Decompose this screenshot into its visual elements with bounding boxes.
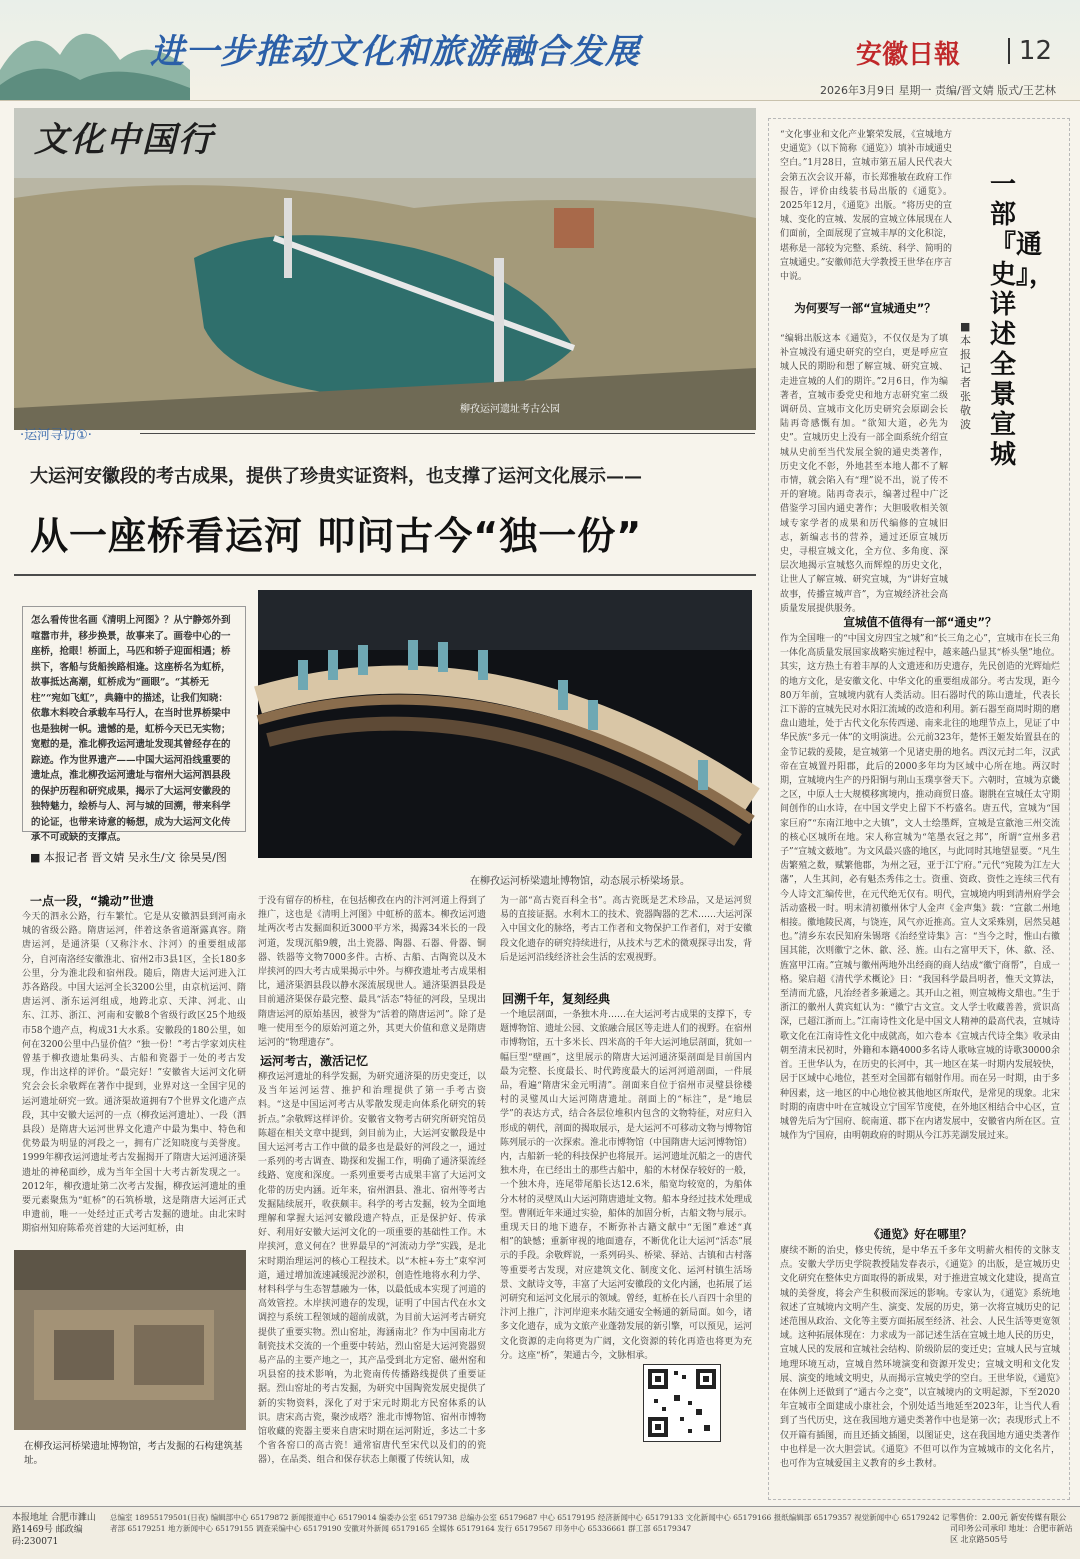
masthead-logo: 安徽日報 <box>855 40 960 70</box>
banner-title: 进一步推动文化和旅游融合发展 <box>150 32 640 72</box>
body-text: 一个地层剖面，一条独木舟……在大运河考古成果的支撑下，专题博物馆、遗址公园、文旅融合展区等走进人们的视野。在宿州市博物馆，五十多米长、四米高的千年大运河地层剖面，犹如一幅巨型“壁画”，这里展示的隋唐大运河通济渠剖面是目前国内最为完整、长度最长、时代跨度最大的运河河道剖面，一件展品，看遍“隋唐宋金元明清”。剖面来自位于宿州市灵璧县徐楼村的灵璧凤山大运河隋唐遗址。剖面上的“标注”，是“地层学”的表达方式，结合各层位堆积内包含的文物特征，对应归入形成的朝代，剖面的揭取展示，是大运河不可移动文物与博物馆陈列展示的一次探索。淮北市博物馆（中国隋唐大运河博物馆）内，古船新一轮的科技保护也将展开。运河遗址沉船之一的唐代独木舟，在已经出土的那些古船中，船的木材保存较好的一般，一个独木舟，连尾带尾船长达12.6米，船宽均较宽的，为船体分木材的灵壁凤山大运河隋唐遗址文物。船本身经过技术处理成型。曹刚近年来通过实验，船体的加固分析，古船文物与展示。重现天日的地下遗存，不断弥补古籍文献中“无图”难述“真相”的缺憾；重新审视的地面遗存，不断优化让大运河“活态”展示的手段。余敬辉说，一系列码头、桥梁、驿站、古镇和古村落等重要考古发现，对应建筑文化、制度文化、运河村镇生活场景、文献诗文等，丰富了大运河安徽段的文化内涵，也拓展了运河研究和运河文化展示的领域。曾经，虹桥在长八百四十余里的汴河上推广，汴河岸迎来水陆交通安全畅通的新局面。如今，诸多文化遗存，成为文旅产业蓬勃发展的新引擎，可以预见，运河文化资源的走向将更为广阔，文化资源的转化再造也将更为充分。这座“桥”，架通古今，文脉相承。 <box>500 1010 753 1361</box>
body-text <box>500 1364 638 1498</box>
body-text: 作为全国唯一的“中国文房四宝之城”和“长三角之心”，宣城市在长三角一体化高质量发展国家战略实施过程中，越来越凸显其“桥头堡”地位。其实，这方热土有着丰厚的人文遗迹和历史遗存，先民创造的光辉灿烂的地方文化，是安徽文化、中华文化的重要组成部分。考古发现，距今80万年前，宣城境内就有人类活动。旧石器时代的陈山遗址，代表长江下游的宣城先民对水阳江流域的改造和利用。新石器至商周时期的磨盘山遗址，处于古代文化东传西递、南来北往的地理节点上，见证了中华民族“多元一体”的文明演进。公元前323年，楚怀王姬发始置县在的金节记载的爰陵，是宣城第一个见诸史册的地名。西汉元封二年，汉武帝在宣城置丹阳郡，此后的2000多年均为区域中心所在地。两汉时期，宣城境内生产的丹阳铜与荆山玉璞享誉天下。六朝时，宣城为京畿之区，中原人士大规模移寓境内，推动商贸日盛。谢朓在宣城任太守期间创作的山水诗，在中国文学史上留下不朽盛名。唐五代，宣城为“国家巨府”“东南江地中之大镇”，文人士绘墨辉，宣城是宣歙池三州交流的核心区城所在地。宋人称宣城为“笔墨衣冠之邦”，所谓“宣州多君子”“宣城文薮地”。为文风最兴盛的地区，与此同时其地望显要。“凡生齿繁殖之数，赋繁他郡，为州之冠，亚于江宁府。”元代“宛陵为江左大藩”，人生其间，必有魁杰秀伟之士。资重、资政、资性之连续三代有今人诗文汇编传世，在元代绝无仅有。明代，宣城境内明到清州府学会活动盛极一时。明末清初徽州休宁人金声《金声集》载：“宣歙二州地相接。徽地陵民离，与饶连，风气亦近推高。宣人文采殊别，居然吴越也。”清乡东农民知府朱锡瑢《治经堂诗集》言：“当今之时，惟山右徽国其能，次则徽宁之休、歙、泾、旌。山右之富甲天下，休、歙、泾、旌富甲江南。”宣城与徽州两地外出经商的商人结成“徽宁商帮”，自成一格。梁启超《清代学术概论》日：“我国科学最昌明者，惟天文算法，至清而尤盛，凡治经者多兼通之。其开山之祖，则宣城梅文鼎也。”生于浙江的徽州人黄宾虹认为：“徽宁古文宣。文人学士收藏善善，赏识高深，已超江浙而上。”江南诗性文化是中国文人精神的最高代表，宣城诗歌文化在江南诗性文化中成就高，如六卷本《宣城古代诗全集》收录由朝至清末民初时，外籍和本籍4000多名诗人歌咏宣城的诗歌30000余首。王世华认为，在历史的长河中，其一地区在某一时期内发展较快，居于区域中心地位，甚至对全国都有辐射作用。而在另一时期，由于多种因素，这一地区的中心地位被其他地区所取代，是常见的现象。北宋时期的南唐中叶在宣城设立宁国军节度使，在外地区相结合中心区，宣城曾先后为宁国府、皖南道、郡下在内诸发展中，安徽省内所在区。宣城作为宁国府，由明朝政府的时期从今江苏芜湖发展过来。 <box>780 634 1060 1142</box>
bridge-photo <box>258 590 752 858</box>
qr-code[interactable] <box>643 1364 721 1442</box>
body-text: 赓续不断的治史，修史传统，是中华五千多年文明薪火相传的文脉支点。安徽大学历史学院教授陆发春表示，《通览》的出版，是宣城历史文化研究在整体史方面取得的新成果，对于推进宣城文化建设，提高宣城的美誉度，将会产生积极而深远的影响。专家认为，《通览》系统地叙述了宣城境内文明产生、演变、发展的历史，第一次将宣城历史的记述范围从政治、文化等主要方面拓展至经济、社会、人民生活等更宽领域。这种拓展体现在：力求成为一部记述生活在宣城土地人民的历史，宣城人民的发展和宣城社会结构、阶级阶层的变迁史；宣城人民与宣城地理环境互动，宣城自然环境演变和资源开发史；宣城文明和文化发展、演变的地域文明史，从而揭示宣城史学的空白。王世华说，《通览》在体例上还做到了“通古今之变”，以宣城境内的文明起源，下至2020年宣城市全面建成小康社会，个别处适当地延至2023年，让当代人看到了当代历史，这在我国地方通史类著作中也是第一次；表现形式上不仅开篇有插图，而且还插文插图，以图证史，这在我国地方通史类著作中也样是一次大胆尝试。《通览》不但可以作为宣城城市的文化名片，也可作为宣城爱国主义教育的乡土教材。 <box>780 1246 1060 1470</box>
section-title: 一点一段，“撬动”世遗 <box>30 894 154 908</box>
intro-box: 怎么看传世名画《清明上河图》？从宁静郊外到喧嚣市井，移步换景，故事来了。画卷中心的一座桥，抢眼！桥面上，马匹和轿子迎面相遇；桥拱下，客船与货船挨路相逢。这座桥名为虹桥，故事抵达高潮，虹桥成为“画眼”。“其桥无柱”“宛如飞虹”，典籍中的描述，让我们知晓：依靠木料咬合承载车马行人，在当时世界桥梁中也是独树一帜。遗憾的是，虹桥今天已无实物；宽慰的是，淮北柳孜运河遗址发现其曾经存在的踪迹。作为世界遗产——中国大运河沿线重要的遗址点，淮北柳孜运河遗址与宿州大运河泗县段的保护历程和研究成果，揭示了大运河安徽段的独特魅力，绘桥与人、河与城的回溯，带来科学的论证，也带来诗意的畅想，成为大运河文化传承不可或缺的支撑点。 <box>22 606 246 832</box>
divider <box>14 574 756 576</box>
body-text: 柳孜运河遗址的科学发掘，为研究通济渠的历史变迁，以及当年运河运营、推护和治理提供了第一手考古资料。“这是中国运河考古从零散发现走向体系化研究的转折点。”余敬辉这样评价。安徽省文物考古研究所研究馆员陈超在相关文章中提到，剑目前为止，大运河安徽段是中国大运河考古工作中做的最多也是最好的河段之一，通过一系列的考古调查、勘探和发掘工作，明确了通济渠流经线路、宽度和深度。一系列重要考古成果丰富了大运河文化带的历史内涵。近年来，宿州泗县、淮北、宿州等考古发掘陆续展开，收获颇丰。科学的考古发掘，较为全面地理解和掌握大运河安徽段遗产特点，正是保护好、传承好、利用好安徽大运河文化的一项重要的基础性工作。木岸挟河，意义何在？世界最早的“河流动力学”实践，是北宋时期治理运河的核心工程技术。以“木桩+夯土”束窄河道，通过增加流速减缓泥沙淤积，创造性地将水利力学、材料科学与生态智慧融为一体，以最低成本实现了河道的高效管控。木岸挟河遗存的发现，证明了中国古代在水文调控与系统工程领域的超前成就，为目前大运河考古研究提供了重要实物。烈山窑址，海涵南北？作为中国南北方制瓷技术交流的一个重要中转站，烈山窑是大运河瓷器贸易产品的主要产地之一，其产品受到北方定窑、磁州窑和巩县窑的技术影响，为北瓷南传传播路线提供了重要证据。烈山窑址的考古发掘，为研究中国陶瓷发展史提供了新的实物资料，深化了对于宋元时期北方民窑体系的认识。唐宋高古瓷，聚沙成塔？淮北市博物馆、宿州市博物馆收藏的瓷器主要来自唐宋时期在运河附近，多达二十多个省各窑口的高古瓷！通常宿唐代至宋代以及们的的瓷器），在品类、组合和保存状态上颠覆了传统认知，成 <box>258 1072 486 1466</box>
section-title: 回溯千年，复刻经典 <box>502 992 611 1006</box>
byline: ■ 本报记者 晋文婧 吴永生/文 徐昊昊/图 <box>30 851 227 864</box>
sub-headline: 大运河安徽段的考古成果，提供了珍贵实证资料，也支撑了运河文化展示—— <box>30 466 642 487</box>
excavation-photo <box>14 1250 246 1430</box>
footer-address: 本报地址 合肥市濉山路1469号 邮政编码:230071 <box>12 1513 96 1547</box>
section-title: 运河考古，激活记忆 <box>260 1054 369 1068</box>
vertical-headline: 一部『通史』，详述全景宣城 <box>990 170 1056 470</box>
footer-price: 零售价：2.00元 新安传媒有限公司印务公司承印 地址：合肥市新站区 北京路505号 <box>950 1513 1073 1544</box>
vertical-byline: ■本报记者 张敬波 <box>960 320 971 431</box>
main-headline: 从一座桥看运河 叩问古今“独一份” <box>30 514 643 558</box>
section-title: 《通览》好在哪里？ <box>868 1227 972 1241</box>
series-label: ·运河寻访①· <box>20 428 92 443</box>
page-number: 12 <box>1018 36 1052 66</box>
body-text: 今天的泗永公路，行车繁忙。它是从安徽泗县到河南永城的省级公路。隋唐运河，伴着这条省道渐露真容。隋唐运河，是通济渠（又称汴水、汴河）的重要组成部分，自河南洛经安徽淮北、宿州2市3县1区，全长180多公里，分为淮北段和宿州段。随后，隋唐大运河进入江苏各路段。中国大运河全长3200公里，由京杭运河、隋唐运河、浙东运河组成，地跨北京、天津、河北、山东、江苏、浙江、河南和安徽8个省级行政区25个地级市58个遗产点，构成31大水系。安徽段的180公里，如何在3200公里中凸显价值？“独一份！”考古学家刘庆柱曾基于柳孜遗址集码头、古船和瓷器于一处的考古发现，作出这样的评价。“最完好！”安徽省大运河文化研究会会长余敬辉在著作中提到，业界对这一全国宇见的运河遗址研究一致。通济渠故道拥有7个世界文化遗产点段，其中安徽大运河的一点（柳孜运河遗址）、一段（泗县段）是隋唐大运河世界文化遗产中最为集中、特色和优势最为明显的河段之一，拥有广泛知晓度与美誉度。1999年柳孜运河遗址考古发掘揭开了隋唐大运河通济渠遗址的神秘面纱，成为当年全国十大考古新发现之一。2012年，柳孜遗址第二次考古发掘，柳孜运河遗址的重要元素聚焦为“虹桥”的石筑桥墩，这是隋唐大运河正式申遗前，唯一一处经过正式考古发掘的遗址。由北宋时期宿州知府陈希亮首建的大运河虹桥，由 <box>22 912 246 1235</box>
body-text: 为一部“高古瓷百科全书”。高古瓷既是艺术珍品，又是运河贸易的直接证据。水利木工的技术、瓷器陶器的艺术……大运河深入中国文化的脉络，考古工作者和文物保护工作者们，对于安徽段文化遗存的研究持续进行，从技术与艺术的微观探寻出发，背后是运河沿线经济社会生活的宏观视野。 <box>500 896 753 963</box>
lead-text: “文化事业和文化产业繁荣发展，《宣城地方史通览》（以下简称《通览》）填补市域通史空白。”1月28日，宣城市第五届人民代表大会第五次会议开幕，市长郑雅敏在政府工作报告，评价由线装书局出版的《通览》。2025年12月，《通览》出版。“将历史的宣城、变化的宣城、发展的宣城立体展现在人们面前，全面展现了宣城丰厚的文化积淀，堪称是一部较为完整、系统、科学、简明的宣城通史。”安徽师范大学教授王世华在序言中说。 <box>780 130 952 283</box>
date-line: 2026年3月9日 星期一 责编/晋文婧 版式/王艺林 <box>820 84 1056 97</box>
photo-caption: 柳孜运河遗址考古公园 <box>460 404 560 415</box>
photo-caption: 在柳孜运河桥梁遗址博物馆，动态展示桥梁场景。 <box>470 876 690 887</box>
footer-contacts: 总编室 18955179501(日夜) 编辑部中心 65179872 新闻报道中心 65179014 编委办公室 65179738 总编办公室 65179687 中心 65179195 经济新闻中心 65179133 文化新闻中心 65179166 报纸编辑部 65179357 视觉新闻中心 65179242 记者部 65179251 地方新闻中心 65179155 调查采编中心 65179190 安徽对外新闻 65179165 全媒体 65179164 发行 65179567 印务中心 65336661 群工部 65179347 <box>110 1513 950 1533</box>
photo-caption: 在柳孜运河桥梁遗址博物馆，考古发掘的石构建筑基址。 <box>24 1441 243 1466</box>
divider <box>140 433 755 434</box>
column-logo: 文化中国行 <box>34 120 214 160</box>
masthead-divider <box>1008 38 1010 64</box>
body-text: “编辑出版这本《通览》，不仅仅是为了填补宣城没有通史研究的空白，更是呼应宣城人民的期盼和想了解宣城、研究宣城、走进宣城的人们的期许。”2月6日，作为编著者，宣城市委党史和地方志研究室二级调研员、宣城市文化历史研究会原副会长陆再奇感慨有加。“欲知大道，必先为史”。宣城历史上没有一部全面系统介绍宣城从史前至当代发展全貌的通史类著作，历史文化不彰，外地甚至本地人都不了解市情，就会陷入有“理”说不出，说了传不开的窘境。陆再奇表示，编著过程中广泛借鉴学习国内通史著作；大胆吸收相关领域专家学者的成果和历代编修的宣城旧志，新编志书的营养，通过还原宣城历史，寻根宣城文化，全方位、多角度、深层次地揭示宣城悠久而辉煌的历史文化，让世人了解宣城、研究宣城，为“讲好宣城故事，传播宣城声音”，为宣城经济社会高质量发展提供服务。 <box>780 334 948 614</box>
section-title: 为何要写一部“宣城通史”？ <box>794 301 936 315</box>
section-title: 宣城值不值得有一部“通史”？ <box>843 615 997 629</box>
body-text: 于没有留存的桥柱，在包括柳孜在内的汴河河道上得到了推广，这也是《清明上河图》中虹桥的蓝本。柳孜运河遗址两次考古发掘面积近3000平方米，揭露34米长的一段河道，发现沉船9艘，出土瓷器、陶器、石器、骨器、铜器、铁器等文物7000多件。古桥、古船、古陶瓷以及木岸挟河的四大考古成果揭示中外。与柳孜遗址考古成果相比，通济渠泗县段以静水深流展现世人。通济渠泗县段是目前通济渠保存最完整、最具“活态”特征的河段，呈现出隋唐运河的原始基因，被誉为“活着的隋唐运河”。除了是唯一使用至今的原始河道之外，其更大价值和意义是隋唐运河的“物理遗存”。 <box>258 896 486 1049</box>
